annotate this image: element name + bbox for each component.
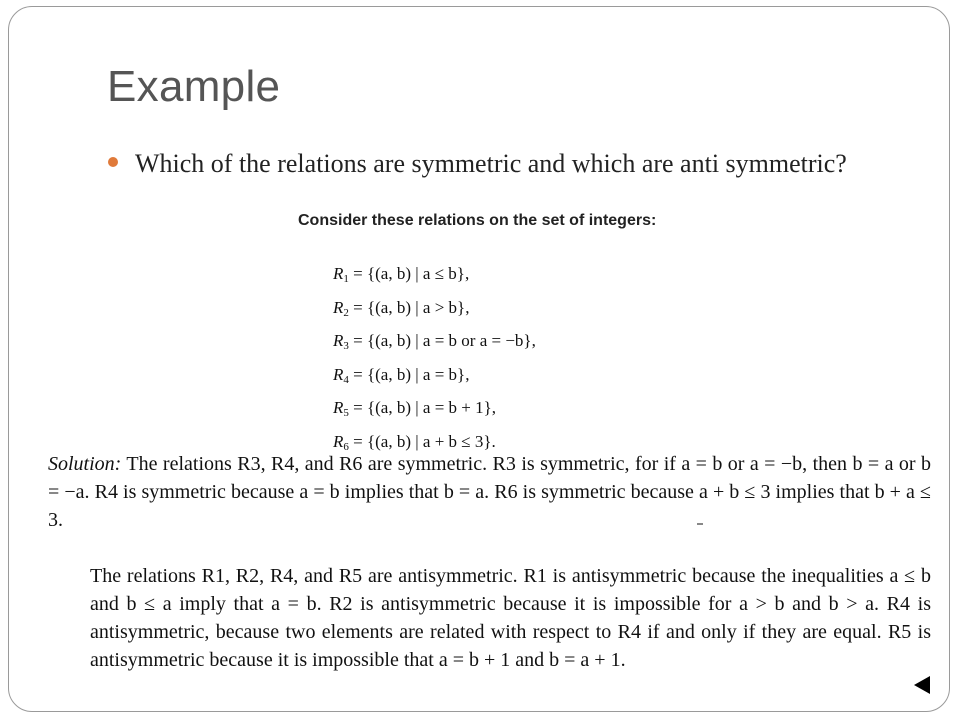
relations-list (333, 260, 536, 461)
solution-paragraph (48, 450, 931, 534)
relation-r6: $R_6 = \{(a$, b) | a + b ≤ 3}. (333, 431, 496, 453)
back-arrow-icon[interactable] (914, 676, 930, 694)
bullet-question: Which of the relations are symmetric and which are anti symmetric? (135, 149, 847, 178)
figure-heading: Consider these relations on the set of integers: (298, 212, 657, 229)
relation-r3: $R_3 = \{(a$, b) | a = b or a = −b}, (333, 331, 536, 352)
relation-r1: $R_1 = \{(a$, b) | a ≤ b}, (333, 264, 470, 285)
solution-label: Solution: (48, 453, 122, 475)
bullet-dot-icon (108, 157, 118, 167)
scan-mark (697, 523, 703, 525)
slide-title: Example (107, 62, 281, 111)
antisymmetric-text: The relations R1, R2, R4, and R5 are antisymmetric. R1 is antisymmetric because the inequalities a ≤ b and b ≤ a imply that a = b. R2 is antisymmetric because it is impossible for a > b and b > a. R4 is antisymmetric, because two elements are related with respect to R4 if and only if they are equal. R5 is antisymmetric because it is impossible that a = b + 1 and b = a + 1. (90, 565, 931, 671)
relation-r4: $R_4 = \{(a$, b) | a = b}, (333, 364, 470, 386)
antisymmetric-paragraph (48, 562, 931, 674)
relation-r2: $R_2 = \{(a$, b) | a > b}, (333, 297, 470, 319)
relation-r5: $R_5 = \{(a$, b) | a = b + 1}, (333, 398, 497, 419)
solution-text: The relations R3, R4, and R6 are symmetric. R3 is symmetric, for if a = b or a = −b, then b = a or b = −a. R4 is symmetric because a = b implies that b = a. R6 is symmetric because a + b ≤ 3 implies that b + a ≤ 3. (48, 453, 931, 531)
